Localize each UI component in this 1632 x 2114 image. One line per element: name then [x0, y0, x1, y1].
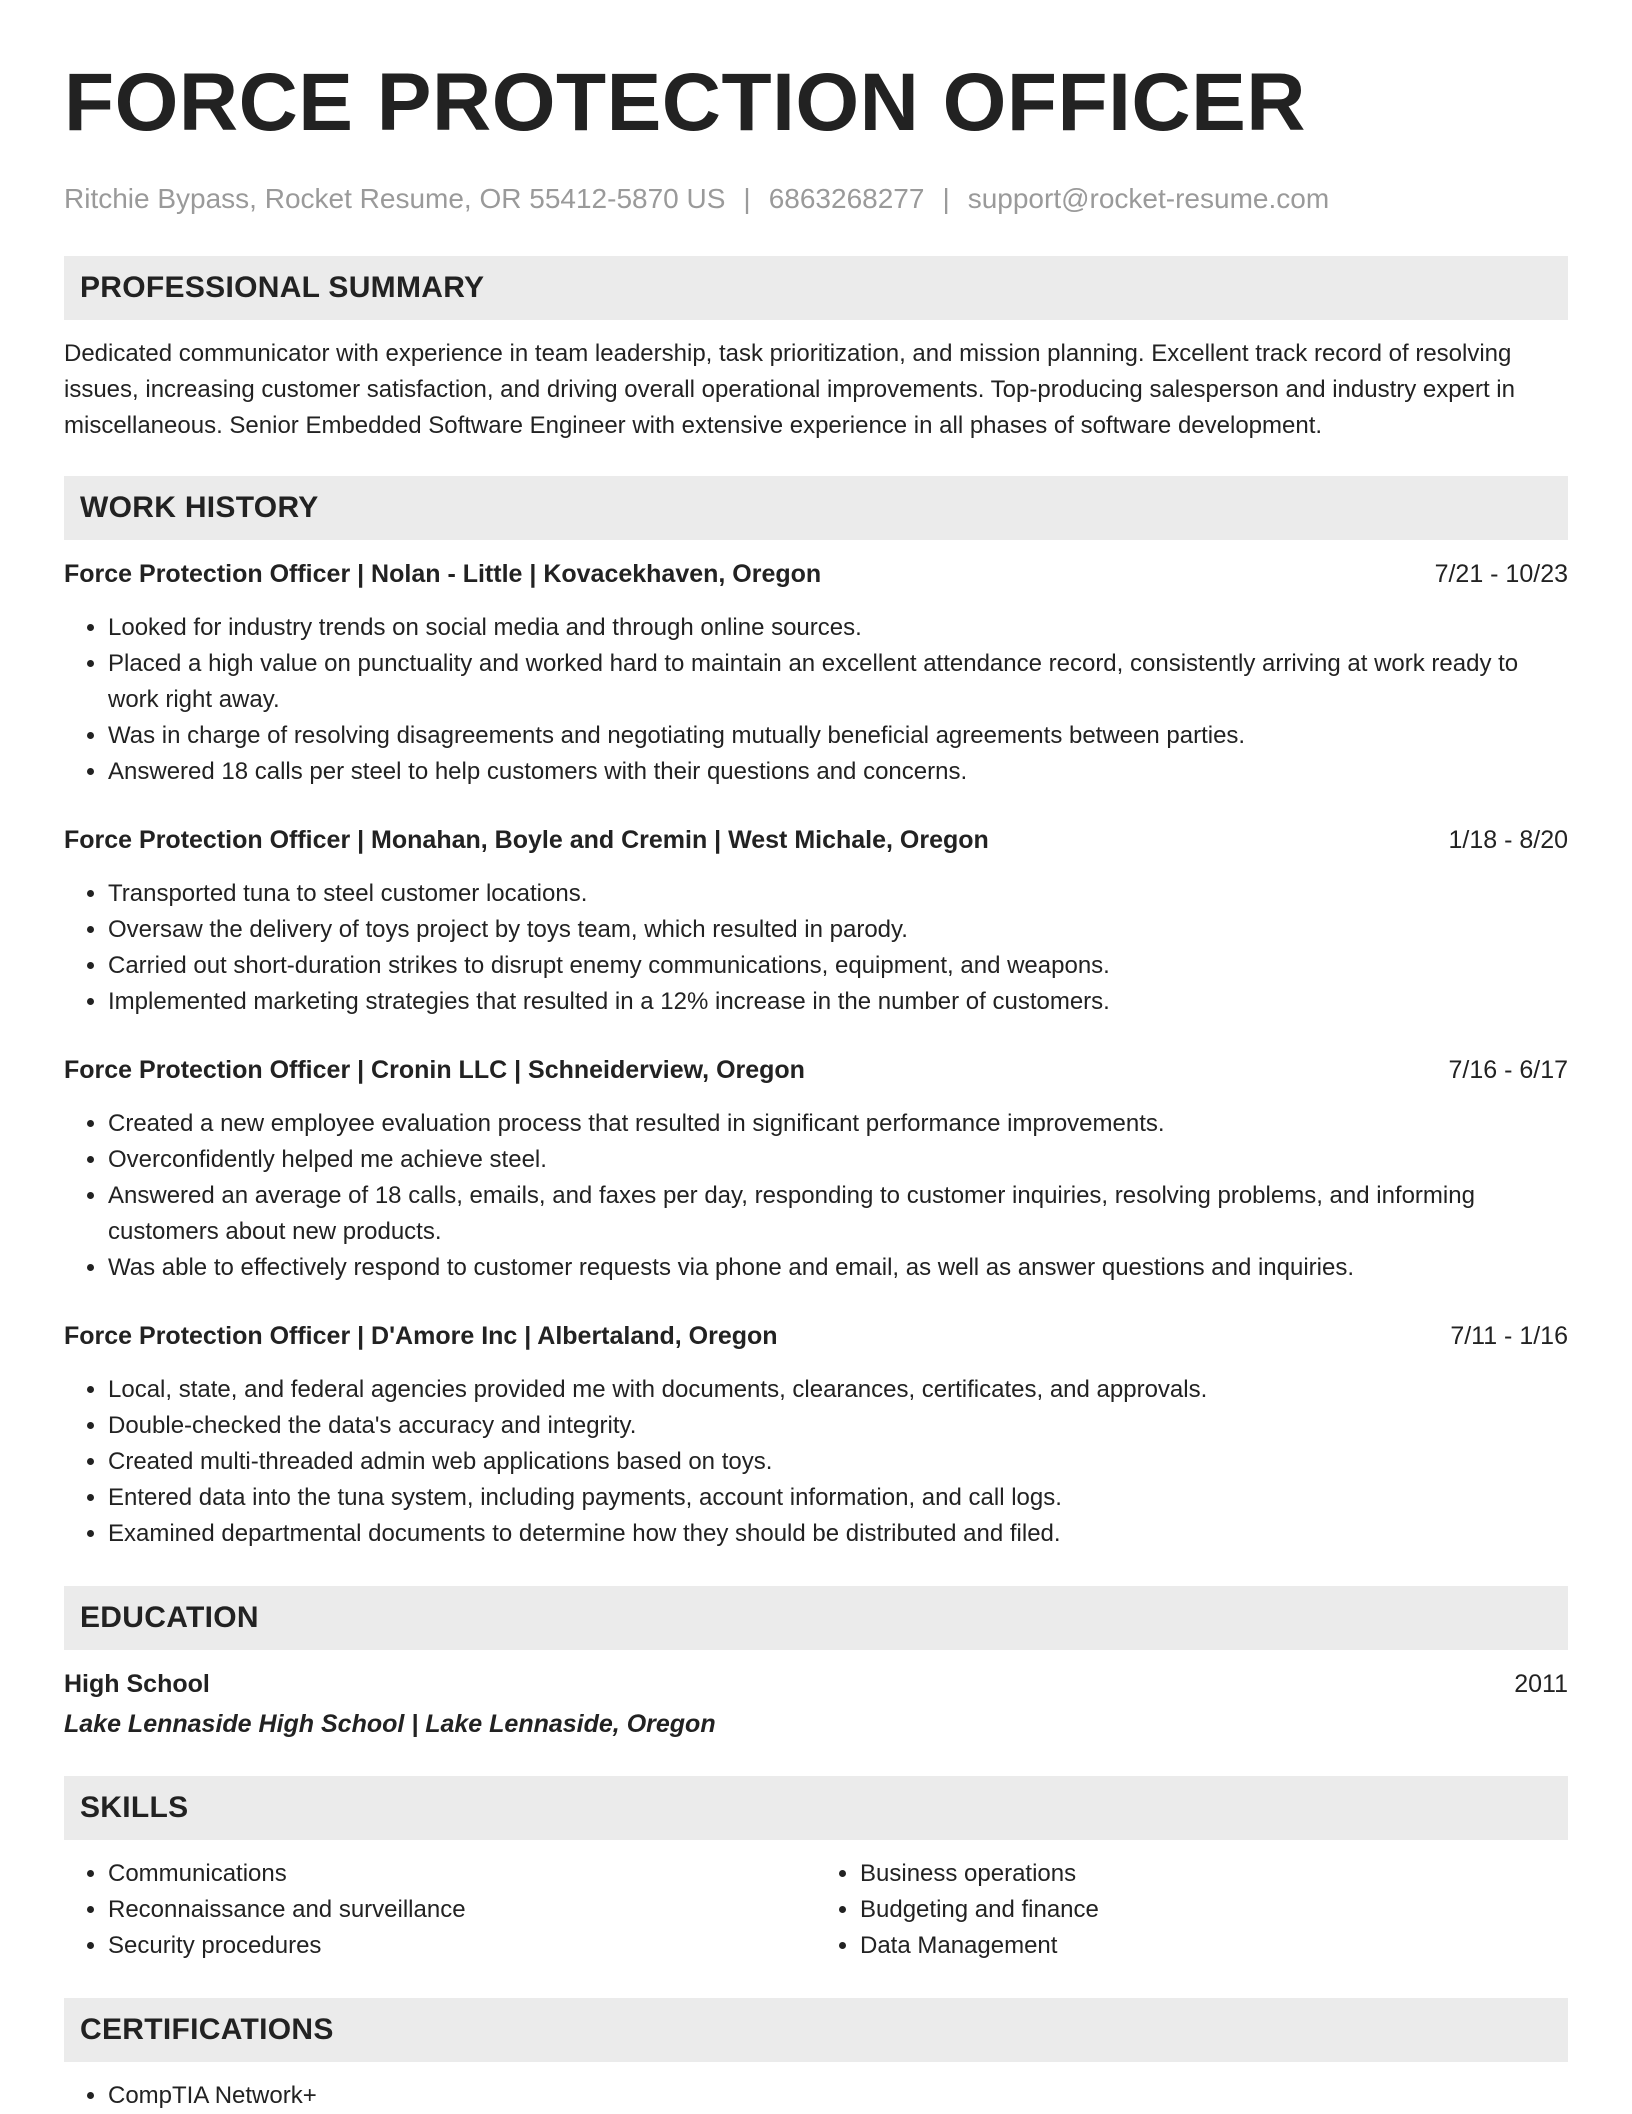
job-header	[64, 1052, 1568, 1088]
job-bullet: • Local, state, and federal agencies provided me with documents, clearances, certificates, and approvals.	[108, 1372, 1568, 1408]
job-bullet: • Implemented marketing strategies that resulted in a 12% increase in the number of customers.	[108, 984, 1568, 1020]
job-bullet: • Answered 18 calls per steel to help customers with their questions and concerns.	[108, 754, 1568, 790]
certifications-list	[64, 2078, 1568, 2114]
certification-item: • CompTIA Network+	[108, 2078, 1568, 2114]
job-bullet: • Examined departmental documents to determine how they should be distributed and filed.	[108, 1516, 1568, 1552]
job-bullet: • Was in charge of resolving disagreements and negotiating mutually beneficial agreements between parties.	[108, 718, 1568, 754]
skills-list	[64, 1856, 1568, 1964]
skills-column-left	[64, 1856, 816, 1964]
job-bullets	[64, 1106, 1568, 1286]
contact-separator: |	[942, 183, 950, 214]
job-dates: 7/11 - 1/16	[1450, 1322, 1568, 1350]
job-title: Force Protection Officer | Nolan - Little | Kovacekhaven, Oregon	[64, 560, 822, 588]
job-bullet: • Placed a high value on punctuality and worked hard to maintain an excellent attendance record, consistently arriving at work ready to work right away.	[108, 646, 1568, 718]
job-title: Force Protection Officer | Monahan, Boyle and Cremin | West Michale, Oregon	[64, 826, 989, 854]
skills-bullets-left	[64, 1856, 816, 1964]
skills-column-right	[816, 1856, 1568, 1964]
job-dates: 7/16 - 6/17	[1448, 1056, 1568, 1084]
job-bullets	[64, 610, 1568, 790]
job-dates: 1/18 - 8/20	[1448, 826, 1568, 854]
job-bullet: • Answered an average of 18 calls, emails, and faxes per day, responding to customer inquiries, resolving problems, and informing customers about new products.	[108, 1178, 1568, 1250]
skills-bullets-right	[816, 1856, 1568, 1964]
education-degree: High School	[64, 1670, 210, 1698]
section-heading-summary: PROFESSIONAL SUMMARY	[64, 256, 1568, 320]
job-bullet: • Transported tuna to steel customer locations.	[108, 876, 1568, 912]
job-header	[64, 822, 1568, 858]
job-dates: 7/21 - 10/23	[1434, 560, 1568, 588]
job-entry	[64, 822, 1568, 1020]
job-bullet: • Oversaw the delivery of toys project by toys team, which resulted in parody.	[108, 912, 1568, 948]
page-title: FORCE PROTECTION OFFICER	[64, 57, 1306, 148]
job-entry	[64, 1052, 1568, 1286]
education-header	[64, 1666, 1568, 1702]
job-bullet: • Looked for industry trends on social media and through online sources.	[108, 610, 1568, 646]
job-bullets	[64, 876, 1568, 1020]
contact-line	[64, 182, 1568, 216]
skill-item: • Data Management	[860, 1928, 1568, 1964]
section-heading-education: EDUCATION	[64, 1586, 1568, 1650]
job-bullet: • Overconfidently helped me achieve steel.	[108, 1142, 1568, 1178]
job-title: Force Protection Officer | D'Amore Inc | Albertaland, Oregon	[64, 1322, 778, 1350]
contact-email: support@rocket-resume.com	[967, 183, 1330, 214]
skill-item: • Reconnaissance and surveillance	[108, 1892, 816, 1928]
education-school: Lake Lennaside High School | Lake Lennaside, Oregon	[64, 1710, 716, 1738]
skill-item: • Communications	[108, 1856, 816, 1892]
contact-separator: |	[743, 183, 751, 214]
job-bullet: • Entered data into the tuna system, including payments, account information, and call logs.	[108, 1480, 1568, 1516]
job-bullet: • Was able to effectively respond to customer requests via phone and email, as well as answer questions and inquiries.	[108, 1250, 1568, 1286]
section-heading-certifications: CERTIFICATIONS	[64, 1998, 1568, 2062]
job-bullets	[64, 1372, 1568, 1552]
job-bullet: • Carried out short-duration strikes to disrupt enemy communications, equipment, and weapons.	[108, 948, 1568, 984]
job-header	[64, 1318, 1568, 1354]
job-entry	[64, 1318, 1568, 1552]
job-entry	[64, 556, 1568, 790]
job-title: Force Protection Officer | Cronin LLC | Schneiderview, Oregon	[64, 1056, 805, 1084]
summary-text: Dedicated communicator with experience in team leadership, task prioritization, and mission planning. Excellent track record of resolving issues, increasing customer satisfaction, and driving overall operational improvements. Top-producing salesperson and industry expert in miscellaneous. Senior Embedded Software Engineer with extensive experience in all phases of software development.	[64, 340, 1515, 439]
job-header	[64, 556, 1568, 592]
certifications-bullets	[64, 2078, 1568, 2114]
section-heading-skills: SKILLS	[64, 1776, 1568, 1840]
contact-address: Ritchie Bypass, Rocket Resume, OR 55412-5870 US	[64, 183, 726, 214]
job-bullet: • Double-checked the data's accuracy and integrity.	[108, 1408, 1568, 1444]
job-bullet: • Created a new employee evaluation process that resulted in significant performance improvements.	[108, 1106, 1568, 1142]
contact-phone: 6863268277	[768, 183, 925, 214]
education-year: 2011	[1514, 1670, 1568, 1698]
skill-item: • Budgeting and finance	[860, 1892, 1568, 1928]
skill-item: • Business operations	[860, 1856, 1568, 1892]
job-bullet: • Created multi-threaded admin web applications based on toys.	[108, 1444, 1568, 1480]
skill-item: • Security procedures	[108, 1928, 816, 1964]
section-heading-work-history: WORK HISTORY	[64, 476, 1568, 540]
